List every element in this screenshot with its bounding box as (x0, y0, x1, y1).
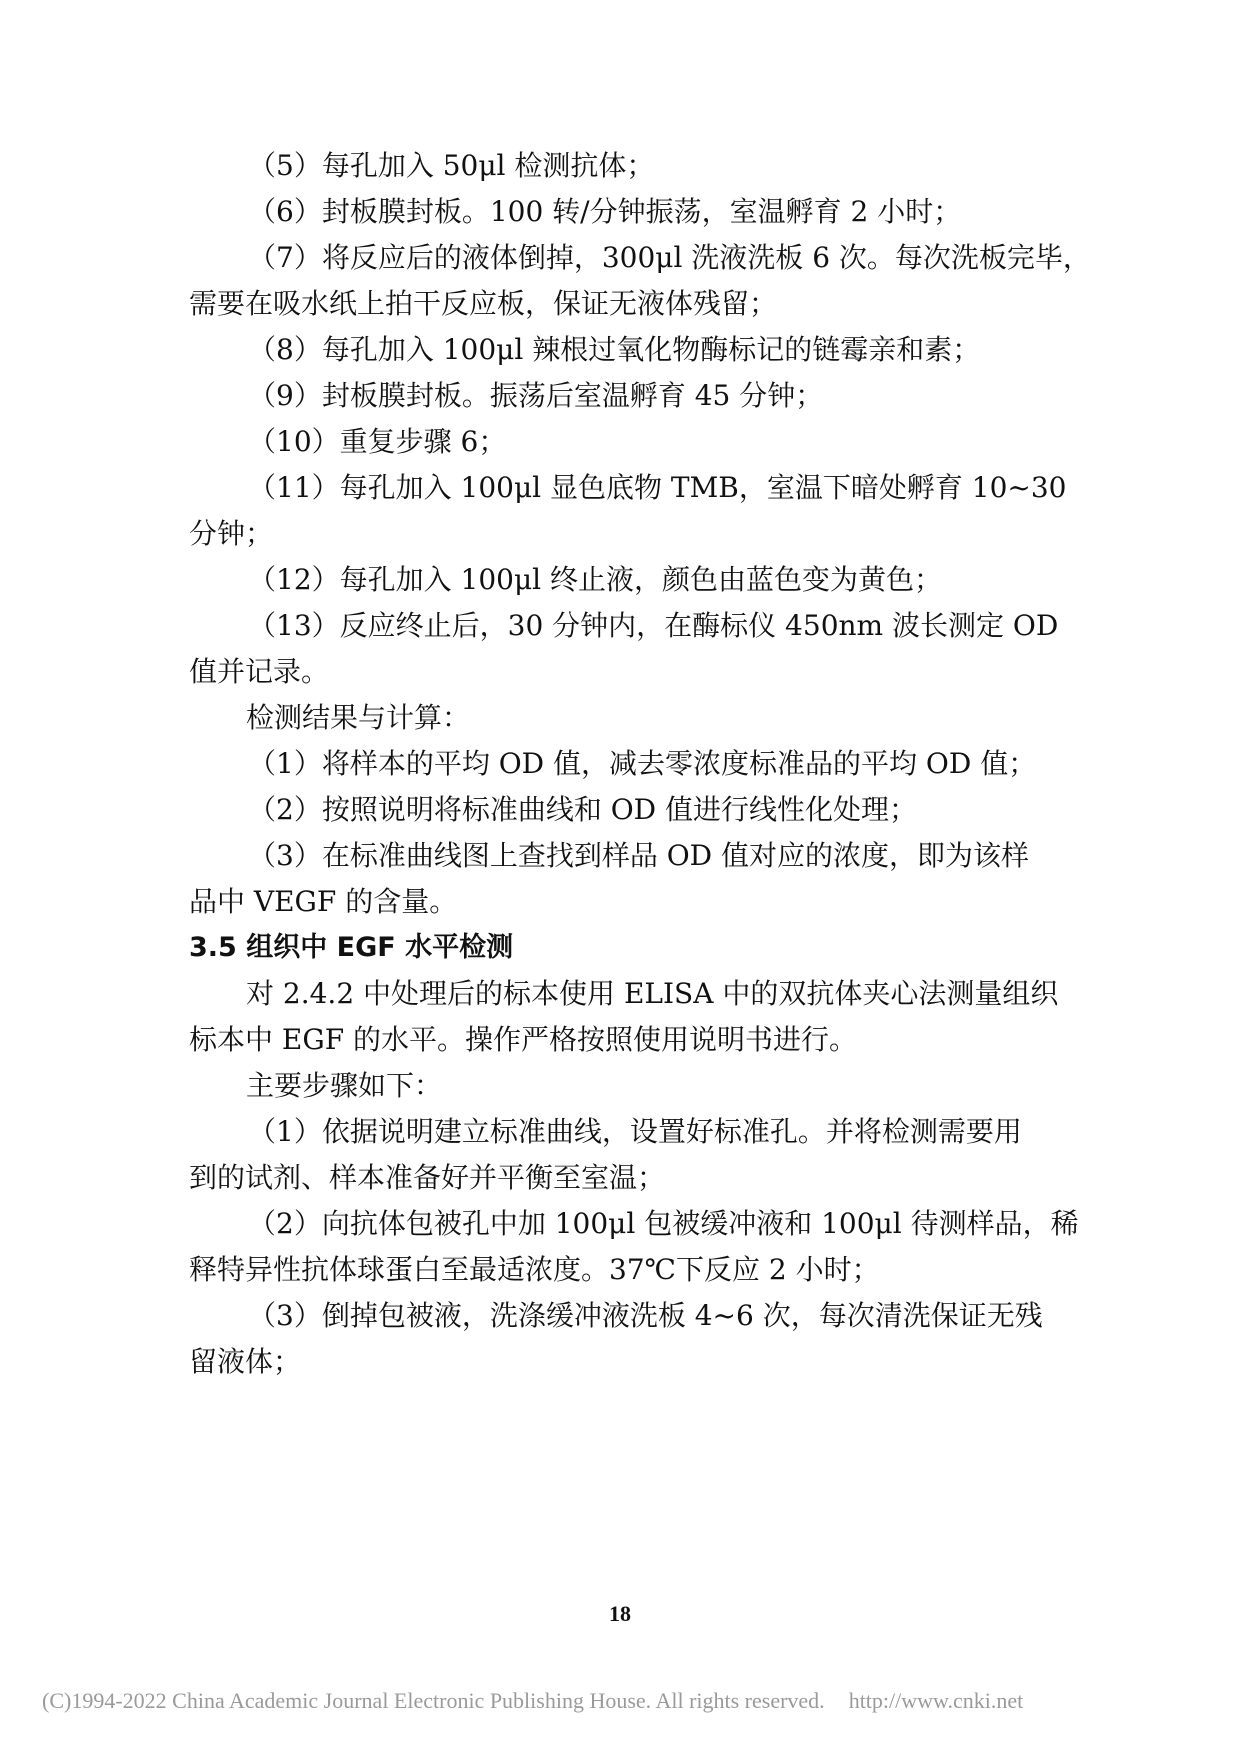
line-text: （2）按照说明将标准曲线和 OD 值进行线性化处理； (248, 793, 918, 826)
line-text: （3）在标准曲线图上查找到样品 OD 值对应的浓度，即为该样 (248, 839, 1030, 872)
line-text: （5）每孔加入 50μl 检测抗体； (248, 149, 655, 182)
line-text: （9）封板膜封板。振荡后室温孵育 45 分钟； (248, 379, 824, 412)
footer (42, 1686, 1023, 1716)
line-text: （12）每孔加入 100μl 终止液，颜色由蓝色变为黄色； (248, 563, 943, 596)
line-text: 品中 VEGF 的含量。 (189, 885, 458, 918)
line-text: （6）封板膜封板。100 转/分钟振荡，室温孵育 2 小时； (248, 195, 962, 228)
line-text: （3）倒掉包被液，洗涤缓冲液洗板 4~6 次，每次清洗保证无残 (248, 1299, 1043, 1332)
line-text: 值并记录。 (189, 655, 330, 688)
line-text: 留液体； (189, 1345, 302, 1378)
copyright-notice: (C)1994-2022 China Academic Journal Electronic Publishing House. All rights reserved. (42, 1688, 825, 1713)
line-text: （2）向抗体包被孔中加 100μl 包被缓冲液和 100μl 待测样品，稀 (248, 1207, 1079, 1240)
line-text: 分钟； (189, 517, 274, 550)
line-text: （13）反应终止后，30 分钟内，在酶标仪 450nm 波长测定 OD (248, 609, 1059, 642)
line-text: 对 2.4.2 中处理后的标本使用 ELISA 中的双抗体夹心法测量组织 (246, 977, 1059, 1010)
footer-link[interactable]: http://www.cnki.net (848, 1688, 1024, 1713)
line-text: （7）将反应后的液体倒掉，300μl 洗液洗板 6 次。每次洗板完毕， (248, 241, 1091, 274)
line-text: 释特异性抗体球蛋白至最适浓度。37℃下反应 2 小时； (189, 1253, 880, 1286)
line-text: 标本中 EGF 的水平。操作严格按照使用说明书进行。 (189, 1023, 858, 1056)
line-text: （1）将样本的平均 OD 值，减去零浓度标准品的平均 OD 值； (248, 747, 1037, 780)
line-text: 到的试剂、样本准备好并平衡至室温； (189, 1161, 666, 1194)
line-text: （1）依据说明建立标准曲线，设置好标准孔。并将检测需要用 (248, 1115, 1022, 1148)
section-heading: 3.5 组织中 EGF 水平检测 (189, 932, 514, 963)
line-text: 需要在吸水纸上拍干反应板，保证无液体残留； (189, 287, 778, 320)
line-text: 检测结果与计算： (246, 701, 471, 734)
line-text: （11）每孔加入 100μl 显色底物 TMB，室温下暗处孵育 10~30 (248, 471, 1067, 504)
line-text: （10）重复步骤 6； (248, 425, 507, 458)
line-text: （8）每孔加入 100μl 辣根过氧化物酶标记的链霉亲和素； (248, 333, 981, 366)
page-number: 18 (609, 1601, 631, 1626)
line-text: 主要步骤如下： (246, 1069, 443, 1102)
